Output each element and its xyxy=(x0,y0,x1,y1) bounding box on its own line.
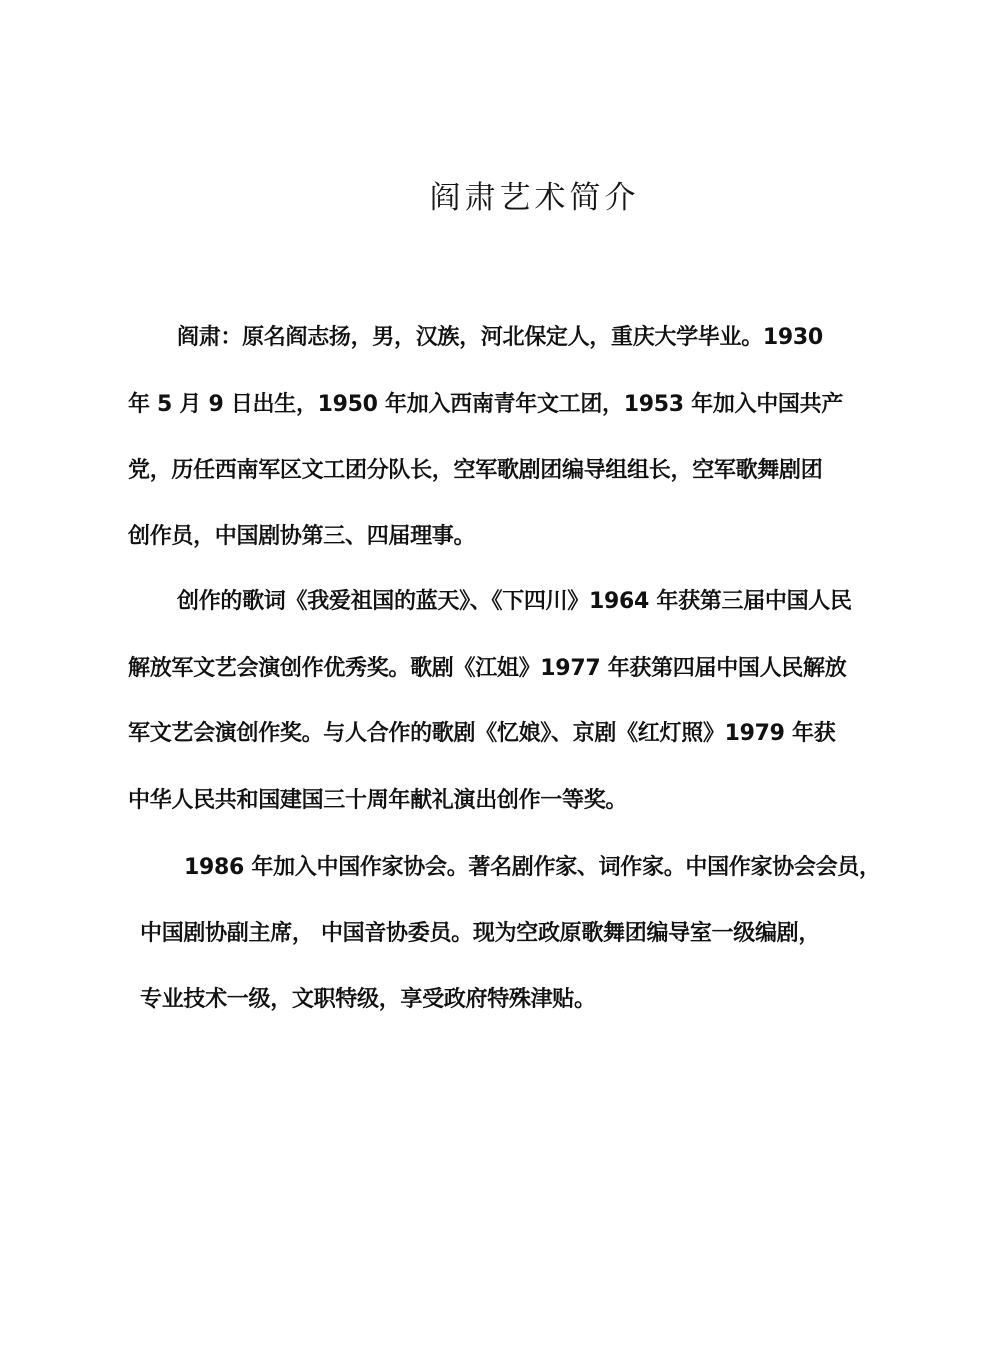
document-title: 阎肃艺术简介 xyxy=(429,180,640,216)
paragraph-1-line-1: 阎肃：原名阎志扬，男，汉族，河北保定人，重庆大学毕业。1930 xyxy=(177,325,823,350)
paragraph-1-line-4: 创作员，中国剧协第三、四届理事。 xyxy=(128,524,476,549)
paragraph-3-line-3: 专业技术一级，文职特级，享受政府特殊津贴。 xyxy=(140,987,596,1012)
paragraph-2-line-3: 军文艺会演创作奖。与人合作的歌剧《忆娘》、京剧《红灯照》1979 年获 xyxy=(128,721,836,746)
paragraph-1-line-3: 党，历任西南军区文工团分队长，空军歌剧团编导组组长，空军歌舞剧团 xyxy=(128,458,823,483)
paragraph-3-line-1: 1986 年加入中国作家协会。著名剧作家、词作家。中国作家协会会员， xyxy=(184,855,881,880)
paragraph-2-line-4: 中华人民共和国建国三十周年献礼演出创作一等奖。 xyxy=(128,788,628,813)
paragraph-3-line-2: 中国剧协副主席， 中国音协委员。现为空政原歌舞团编导室一级编剧， xyxy=(140,921,821,946)
paragraph-2-line-2: 解放军文艺会演创作优秀奖。歌剧《江姐》1977 年获第四届中国人民解放 xyxy=(128,656,847,681)
paragraph-2-line-1: 创作的歌词《我爱祖国的蓝天》、《下四川》1964 年获第三届中国人民 xyxy=(177,589,852,614)
paragraph-1-line-2: 年 5 月 9 日出生，1950 年加入西南青年文工团，1953 年加入中国共产 xyxy=(128,392,844,417)
